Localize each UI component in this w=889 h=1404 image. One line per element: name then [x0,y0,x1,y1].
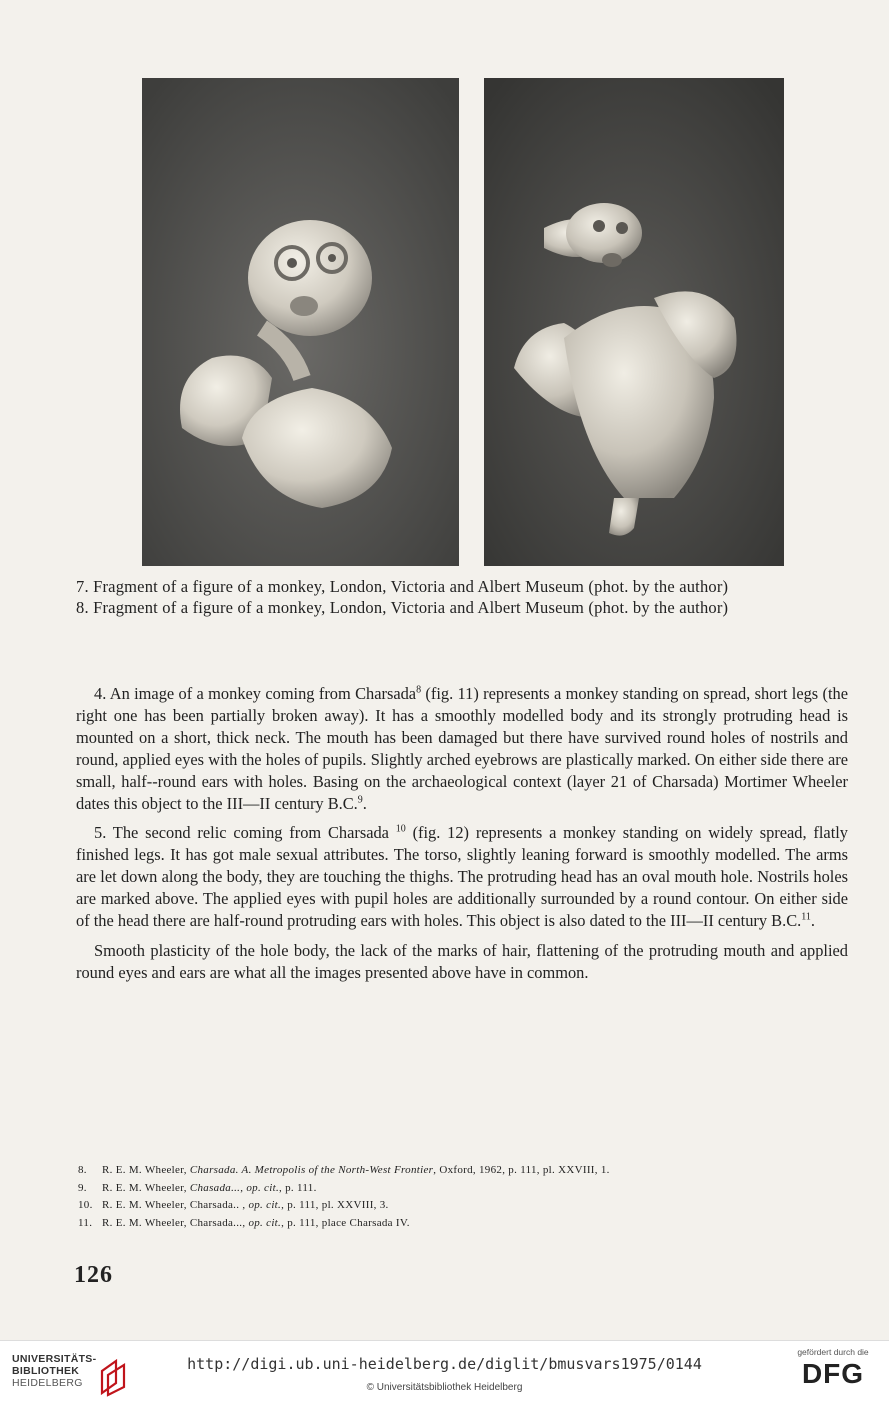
sponsor-text: gefördert durch die [797,1347,869,1357]
footnote-details: , p. 111, pl. XXVIII, 3. [281,1199,389,1211]
dfg-sponsor-logo[interactable] [791,1347,875,1391]
monkey-figure-7-image [142,78,459,566]
permalink-url[interactable]: http://digi.ub.uni-heidelberg.de/diglit/bmusvars1975/0144 [187,1355,702,1373]
monkey-figure-8-image [484,78,784,566]
footnote-op-cit: op. cit. [246,1181,279,1194]
footnote-sep: , [240,1181,247,1194]
footnote-op-cit: op. cit. [248,1216,282,1229]
page-number: 126 [74,1262,113,1288]
footnote-number: 9. [78,1181,87,1194]
footnote-number: 11. [78,1216,93,1229]
viewer-footer [0,1340,889,1404]
paragraph-4-text-end: . [362,793,367,813]
copyright-notice: © Universitätsbibliothek Heidelberg [366,1382,523,1393]
figure-7-photo [142,78,459,566]
logo-line-1: UNIVERSITÄTS- [12,1353,97,1365]
paragraph-4 [76,683,848,814]
footnote-details: , p. 111, place Charsada IV. [281,1216,410,1229]
footnote-number: 8. [78,1164,87,1176]
footnotes [78,1162,838,1232]
footnote-author: R. E. M. Wheeler, [102,1164,190,1176]
footnote-ref-11: 11 [801,911,811,923]
footnote-8 [78,1162,838,1180]
paragraph-5-text-end: . [810,911,815,931]
footnote-ref-8: 8 [416,684,422,696]
paragraph-4-text-start: 4. An image of a monkey coming from Charsada [94,684,417,703]
paragraph-5-text-middle: (fig. 12) represents a monkey standing on widely spread, flatly finished legs. It has got male sexual attributes. The torso, slightly leaning forward is smoothly modelled. The arms are let down along the body, they are touching the thighs. The protruding head has an oval mouth hole. Nostrils holes are marked above. The applied eyes with pupil holes are additionally surrounded by a round contour. On either side of the head there are half-round protruding ears with holes. This object is also dated to the III—II century B.C. [76,823,848,931]
footnote-title: Charsada. A. Metropolis of the North-West Frontier [189,1164,434,1176]
logo-line-2: BIBLIOTHEK [12,1365,80,1377]
footnote-ref-10: 10 [395,823,406,835]
footnote-author: R. E. M. Wheeler, Charsada..., [102,1216,249,1229]
footnote-title: Chasada... [189,1181,241,1194]
dfg-logo-text: DFG [801,1358,865,1389]
footnote-9 [78,1180,838,1198]
figure-8-caption: 8. Fragment of a figure of a monkey, London, Victoria and Albert Museum (phot. by the author) [76,598,729,617]
paragraph-5-text-start: 5. The second relic coming from Charsada [94,823,396,843]
footnote-details: , Oxford, 1962, p. 111, pl. XXVIII, 1. [433,1164,610,1176]
footnote-10 [78,1197,838,1215]
footnote-11 [78,1215,838,1233]
figure-8-photo [484,78,784,566]
footnote-op-cit: op. cit. [248,1199,282,1211]
body-text [76,683,848,992]
paragraph-4-text-middle: (fig. 11) represents a monkey standing on spread, short legs (the right one has been partially broken away). It has a smoothly modelled body and its strongly protruding head is mounted on a short, thick neck. The mouth has been damaged but there have survived round holes of nostrils and round, applied eyes with the holes of pupils. Slightly arched eyebrows are plastically marked. On either side there are small, half--round ears with holes. Basing on the archaeological context (layer 21 of Charsada) Mortimer Wheeler dates this object to the III—II century B.C. [76,684,849,813]
figure-7-caption: 7. Fragment of a figure of a monkey, London, Victoria and Albert Museum (phot. by the author) [76,577,729,596]
footnote-details: , p. 111. [279,1181,317,1194]
paragraph-summary [76,940,848,984]
paragraph-5 [76,822,848,932]
footnote-ref-9: 9 [357,794,363,806]
logo-line-3: HEIDELBERG [12,1377,83,1389]
figure-captions [76,576,850,618]
paragraph-summary-text: Smooth plasticity of the hole body, the lack of the marks of hair, flattening of the protruding mouth and applied round eyes and ears are what all the images presented above have in common. [76,940,848,982]
footnote-author: R. E. M. Wheeler, [102,1181,190,1194]
footnote-number: 10. [78,1199,93,1211]
footnote-author: R. E. M. Wheeler, Charsada.. , [102,1199,249,1211]
